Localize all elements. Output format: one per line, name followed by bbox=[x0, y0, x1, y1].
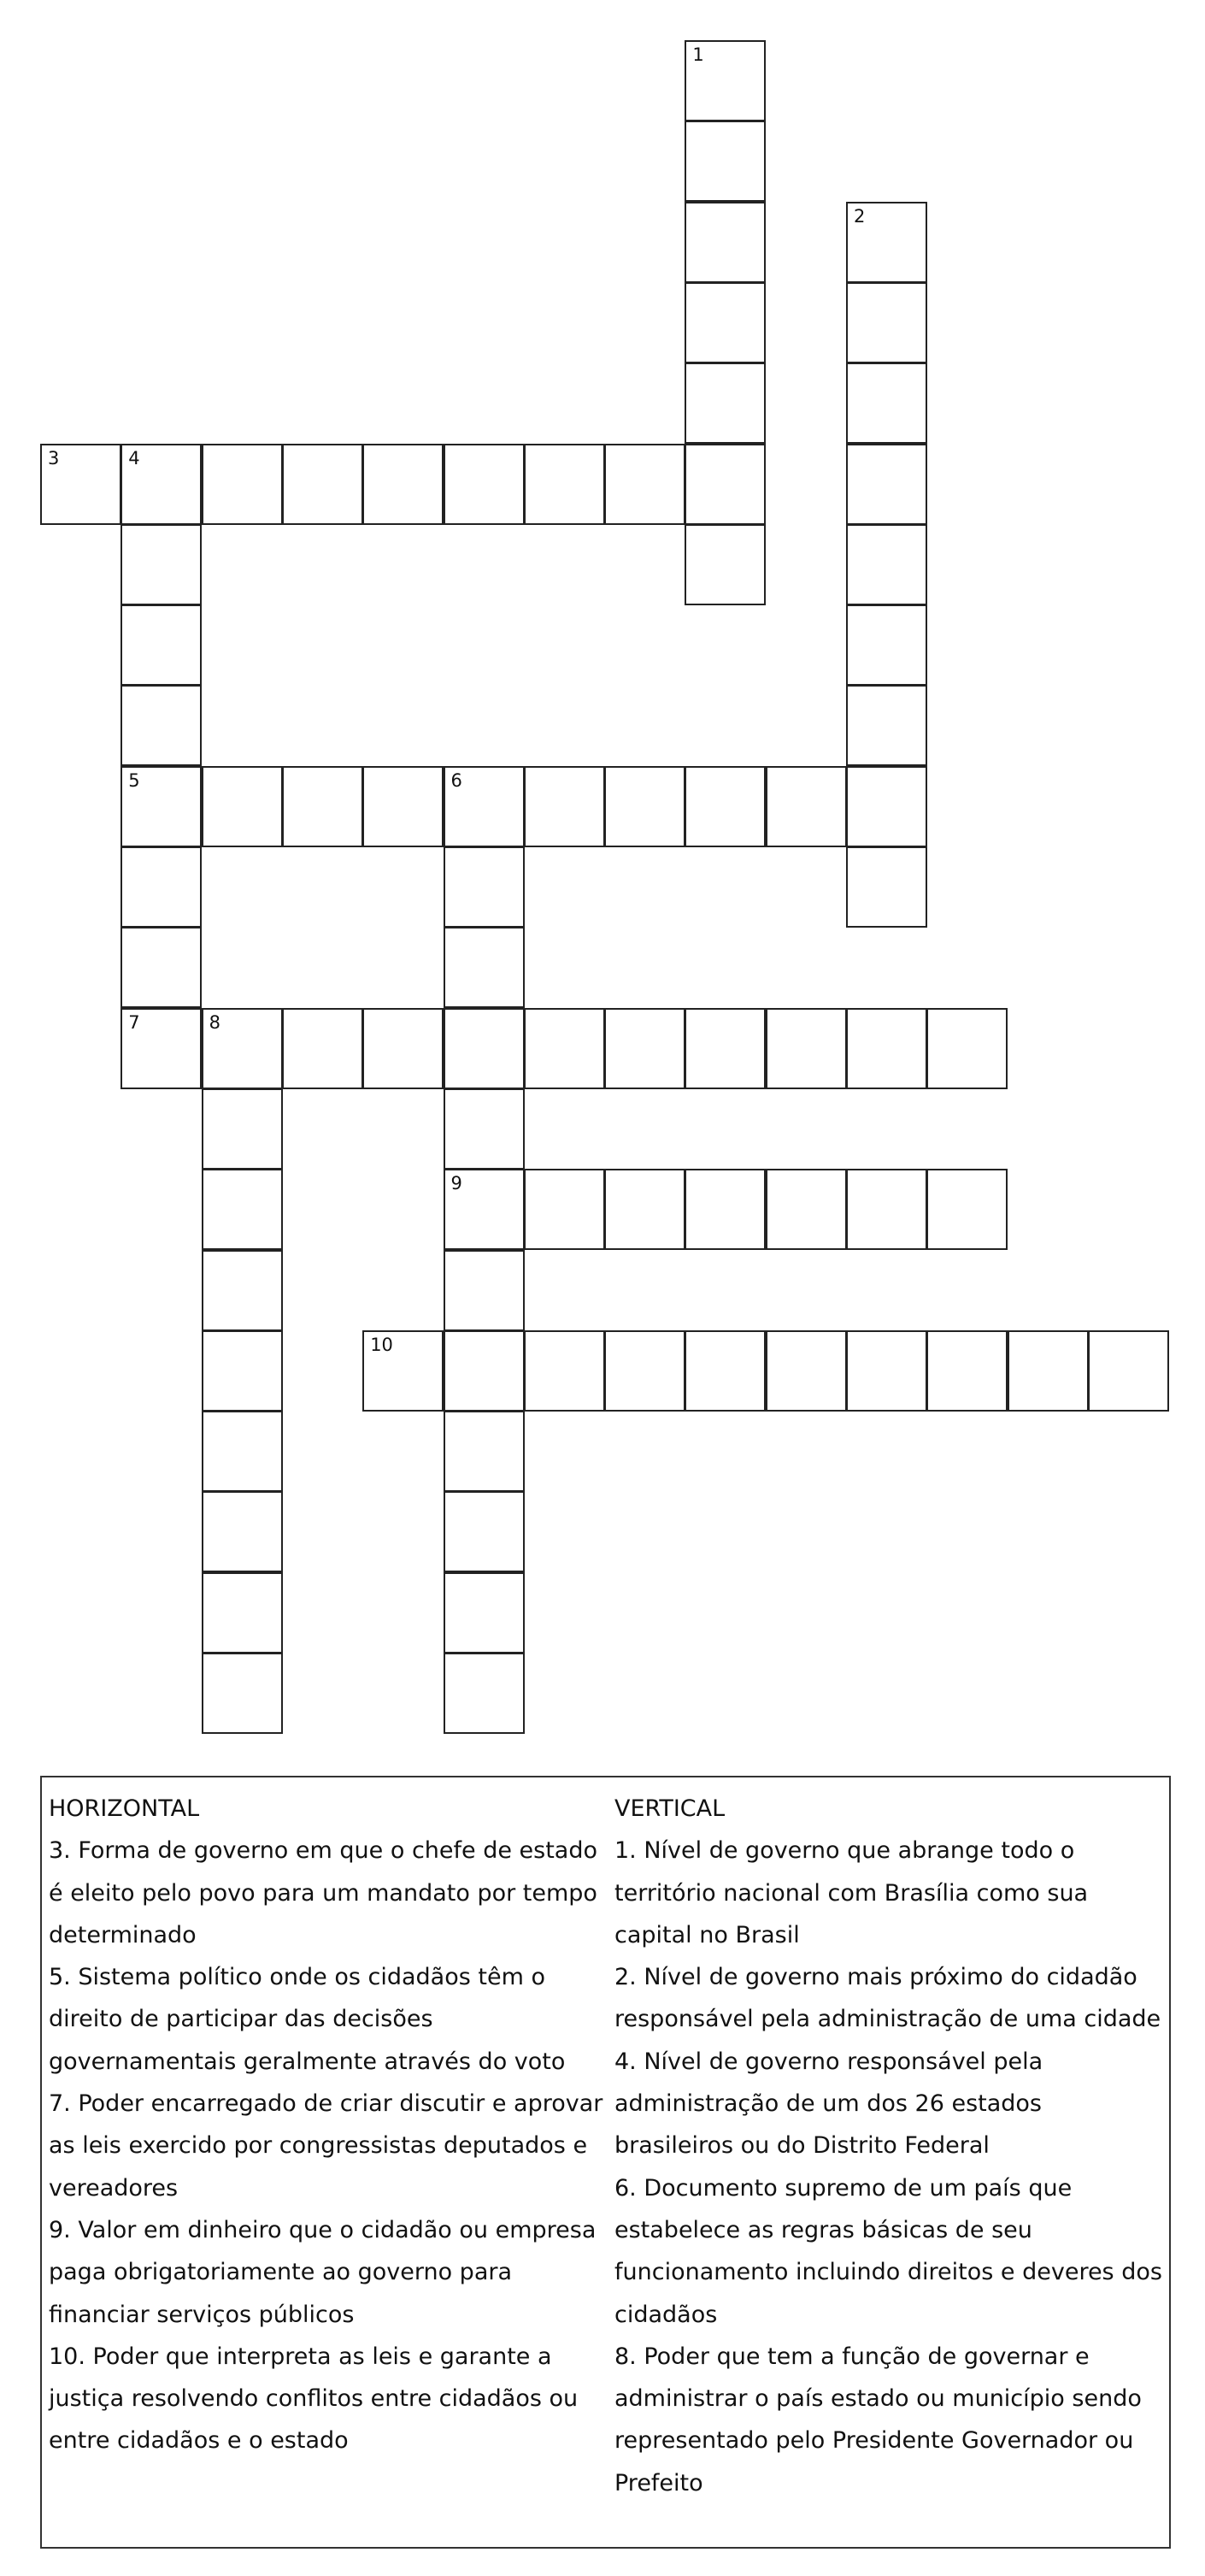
clues-box bbox=[40, 1776, 1171, 2549]
crossword-cell[interactable] bbox=[766, 766, 847, 847]
vertical-heading: VERTICAL bbox=[614, 1795, 726, 1822]
crossword-cell[interactable] bbox=[604, 444, 685, 525]
crossword-cell[interactable] bbox=[1088, 1330, 1169, 1412]
crossword-cell-6[interactable] bbox=[444, 766, 525, 847]
crossword-cell[interactable] bbox=[202, 1088, 283, 1170]
clue-horizontal-5: 5. Sistema político onde os cidadãos têm o direito de participar das decisões governamentais geralmente através do voto bbox=[49, 1964, 566, 2075]
crossword-cell-5[interactable] bbox=[120, 766, 202, 847]
crossword-cell[interactable] bbox=[120, 604, 202, 686]
vertical-clues bbox=[614, 1788, 1166, 2504]
crossword-cell[interactable] bbox=[444, 1653, 525, 1734]
clue-vertical-2: 2. Nível de governo mais próximo do cidadão responsável pela administração de uma cidade bbox=[614, 1964, 1161, 2033]
crossword-cell[interactable] bbox=[282, 1008, 363, 1089]
crossword-cell[interactable] bbox=[604, 766, 685, 847]
crossword-cell[interactable] bbox=[362, 1008, 444, 1089]
crossword-cell[interactable] bbox=[444, 1088, 525, 1170]
crossword-cell[interactable] bbox=[846, 444, 927, 525]
clue-vertical-1: 1. Nível de governo que abrange todo o território nacional com Brasília como sua capital no Brasil bbox=[614, 1837, 1089, 1948]
crossword-cell[interactable] bbox=[685, 1169, 766, 1250]
crossword-cell[interactable] bbox=[926, 1169, 1008, 1250]
crossword-cell[interactable] bbox=[524, 1330, 605, 1412]
horizontal-clues bbox=[49, 1788, 604, 2462]
crossword-cell[interactable] bbox=[685, 202, 766, 283]
crossword-cell[interactable] bbox=[846, 524, 927, 605]
crossword-cell[interactable] bbox=[444, 444, 525, 525]
crossword-cell[interactable] bbox=[202, 1572, 283, 1653]
crossword-cell[interactable] bbox=[1008, 1330, 1089, 1412]
horizontal-heading: HORIZONTAL bbox=[49, 1795, 200, 1822]
crossword-cell-3[interactable] bbox=[40, 444, 121, 525]
crossword-cell[interactable] bbox=[362, 444, 444, 525]
crossword-cell-8[interactable] bbox=[202, 1008, 283, 1089]
crossword-cell[interactable] bbox=[120, 685, 202, 766]
crossword-cell[interactable] bbox=[604, 1169, 685, 1250]
crossword-cell[interactable] bbox=[846, 766, 927, 847]
crossword-cell[interactable] bbox=[846, 1330, 927, 1412]
crossword-cell[interactable] bbox=[120, 846, 202, 928]
clue-number: 7 bbox=[128, 1011, 140, 1033]
crossword-cell[interactable] bbox=[444, 846, 525, 928]
clue-horizontal-10: 10. Poder que interpreta as leis e garante a justiça resolvendo conflitos entre cidadãos ou entre cidadãos e o estado bbox=[49, 2343, 579, 2455]
crossword-cell[interactable] bbox=[524, 444, 605, 525]
crossword-cell[interactable] bbox=[202, 1330, 283, 1412]
clue-number: 6 bbox=[450, 769, 462, 791]
crossword-cell-4[interactable] bbox=[120, 444, 202, 525]
crossword-cell[interactable] bbox=[766, 1008, 847, 1089]
clue-horizontal-7: 7. Poder encarregado de criar discutir e aprovar as leis exercido por congressistas deputados e vereadores bbox=[49, 2090, 603, 2202]
crossword-cell-9[interactable] bbox=[444, 1169, 525, 1250]
crossword-cell[interactable] bbox=[685, 1330, 766, 1412]
crossword-cell[interactable] bbox=[766, 1330, 847, 1412]
crossword-cell[interactable] bbox=[202, 766, 283, 847]
crossword-cell[interactable] bbox=[846, 685, 927, 766]
crossword-cell[interactable] bbox=[766, 1169, 847, 1250]
crossword-cell[interactable] bbox=[120, 524, 202, 605]
clue-number: 5 bbox=[128, 769, 140, 791]
crossword-cell[interactable] bbox=[444, 927, 525, 1008]
crossword-cell[interactable] bbox=[846, 363, 927, 444]
crossword-cell[interactable] bbox=[685, 766, 766, 847]
clue-number: 3 bbox=[48, 447, 60, 469]
crossword-cell[interactable] bbox=[202, 1169, 283, 1250]
clue-horizontal-9: 9. Valor em dinheiro que o cidadão ou empresa paga obrigatoriamente ao governo para financiar serviços públicos bbox=[49, 2216, 597, 2328]
clue-number: 2 bbox=[854, 205, 866, 227]
clue-number: 4 bbox=[128, 447, 140, 469]
crossword-cell[interactable] bbox=[604, 1330, 685, 1412]
crossword-cell[interactable] bbox=[846, 846, 927, 928]
crossword-cell[interactable] bbox=[685, 121, 766, 202]
crossword-cell[interactable] bbox=[524, 1169, 605, 1250]
clue-vertical-4: 4. Nível de governo responsável pela administração de um dos 26 estados brasileiros ou do Distrito Federal bbox=[614, 2048, 1043, 2160]
crossword-cell[interactable] bbox=[444, 1491, 525, 1572]
crossword-cell[interactable] bbox=[282, 766, 363, 847]
crossword-cell[interactable] bbox=[685, 1008, 766, 1089]
clue-number: 1 bbox=[692, 44, 704, 65]
crossword-cell[interactable] bbox=[846, 1169, 927, 1250]
crossword-cell[interactable] bbox=[685, 444, 766, 525]
crossword-cell[interactable] bbox=[846, 1008, 927, 1089]
crossword-cell[interactable] bbox=[202, 444, 283, 525]
crossword-cell[interactable] bbox=[926, 1330, 1008, 1412]
crossword-cell[interactable] bbox=[604, 1008, 685, 1089]
crossword-cell[interactable] bbox=[524, 766, 605, 847]
clue-horizontal-3: 3. Forma de governo em que o chefe de estado é eleito pelo povo para um mandato por tempo determinado bbox=[49, 1837, 598, 1948]
crossword-cell[interactable] bbox=[685, 363, 766, 444]
crossword-cell[interactable] bbox=[846, 604, 927, 686]
crossword-cell[interactable] bbox=[282, 444, 363, 525]
crossword-cell[interactable] bbox=[362, 766, 444, 847]
crossword-cell[interactable] bbox=[202, 1411, 283, 1492]
clue-number: 8 bbox=[209, 1011, 220, 1033]
crossword-cell[interactable] bbox=[685, 524, 766, 605]
crossword-cell[interactable] bbox=[444, 1411, 525, 1492]
crossword-cell[interactable] bbox=[202, 1491, 283, 1572]
crossword-cell[interactable] bbox=[926, 1008, 1008, 1089]
crossword-cell[interactable] bbox=[202, 1250, 283, 1331]
crossword-cell-1[interactable] bbox=[685, 40, 766, 121]
crossword-cell[interactable] bbox=[685, 282, 766, 363]
crossword-cell[interactable] bbox=[444, 1330, 525, 1412]
crossword-cell[interactable] bbox=[524, 1008, 605, 1089]
crossword-cell[interactable] bbox=[444, 1008, 525, 1089]
crossword-cell[interactable] bbox=[846, 282, 927, 363]
crossword-cell[interactable] bbox=[120, 927, 202, 1008]
crossword-cell-2[interactable] bbox=[846, 202, 927, 283]
clue-vertical-6: 6. Documento supremo de um país que estabelece as regras básicas de seu funcionamento incluindo direitos e deveres dos cidadãos bbox=[614, 2174, 1162, 2328]
clue-vertical-8: 8. Poder que tem a função de governar e administrar o país estado ou município sendo representado pelo Presidente Governador ou Prefeito bbox=[614, 2343, 1142, 2496]
crossword-cell[interactable] bbox=[444, 1572, 525, 1653]
clue-number: 9 bbox=[450, 1173, 462, 1194]
crossword-cell-7[interactable] bbox=[120, 1008, 202, 1089]
crossword-cell[interactable] bbox=[202, 1653, 283, 1734]
crossword-cell[interactable] bbox=[444, 1250, 525, 1331]
crossword-cell-10[interactable] bbox=[362, 1330, 444, 1412]
clue-number: 10 bbox=[370, 1334, 393, 1355]
